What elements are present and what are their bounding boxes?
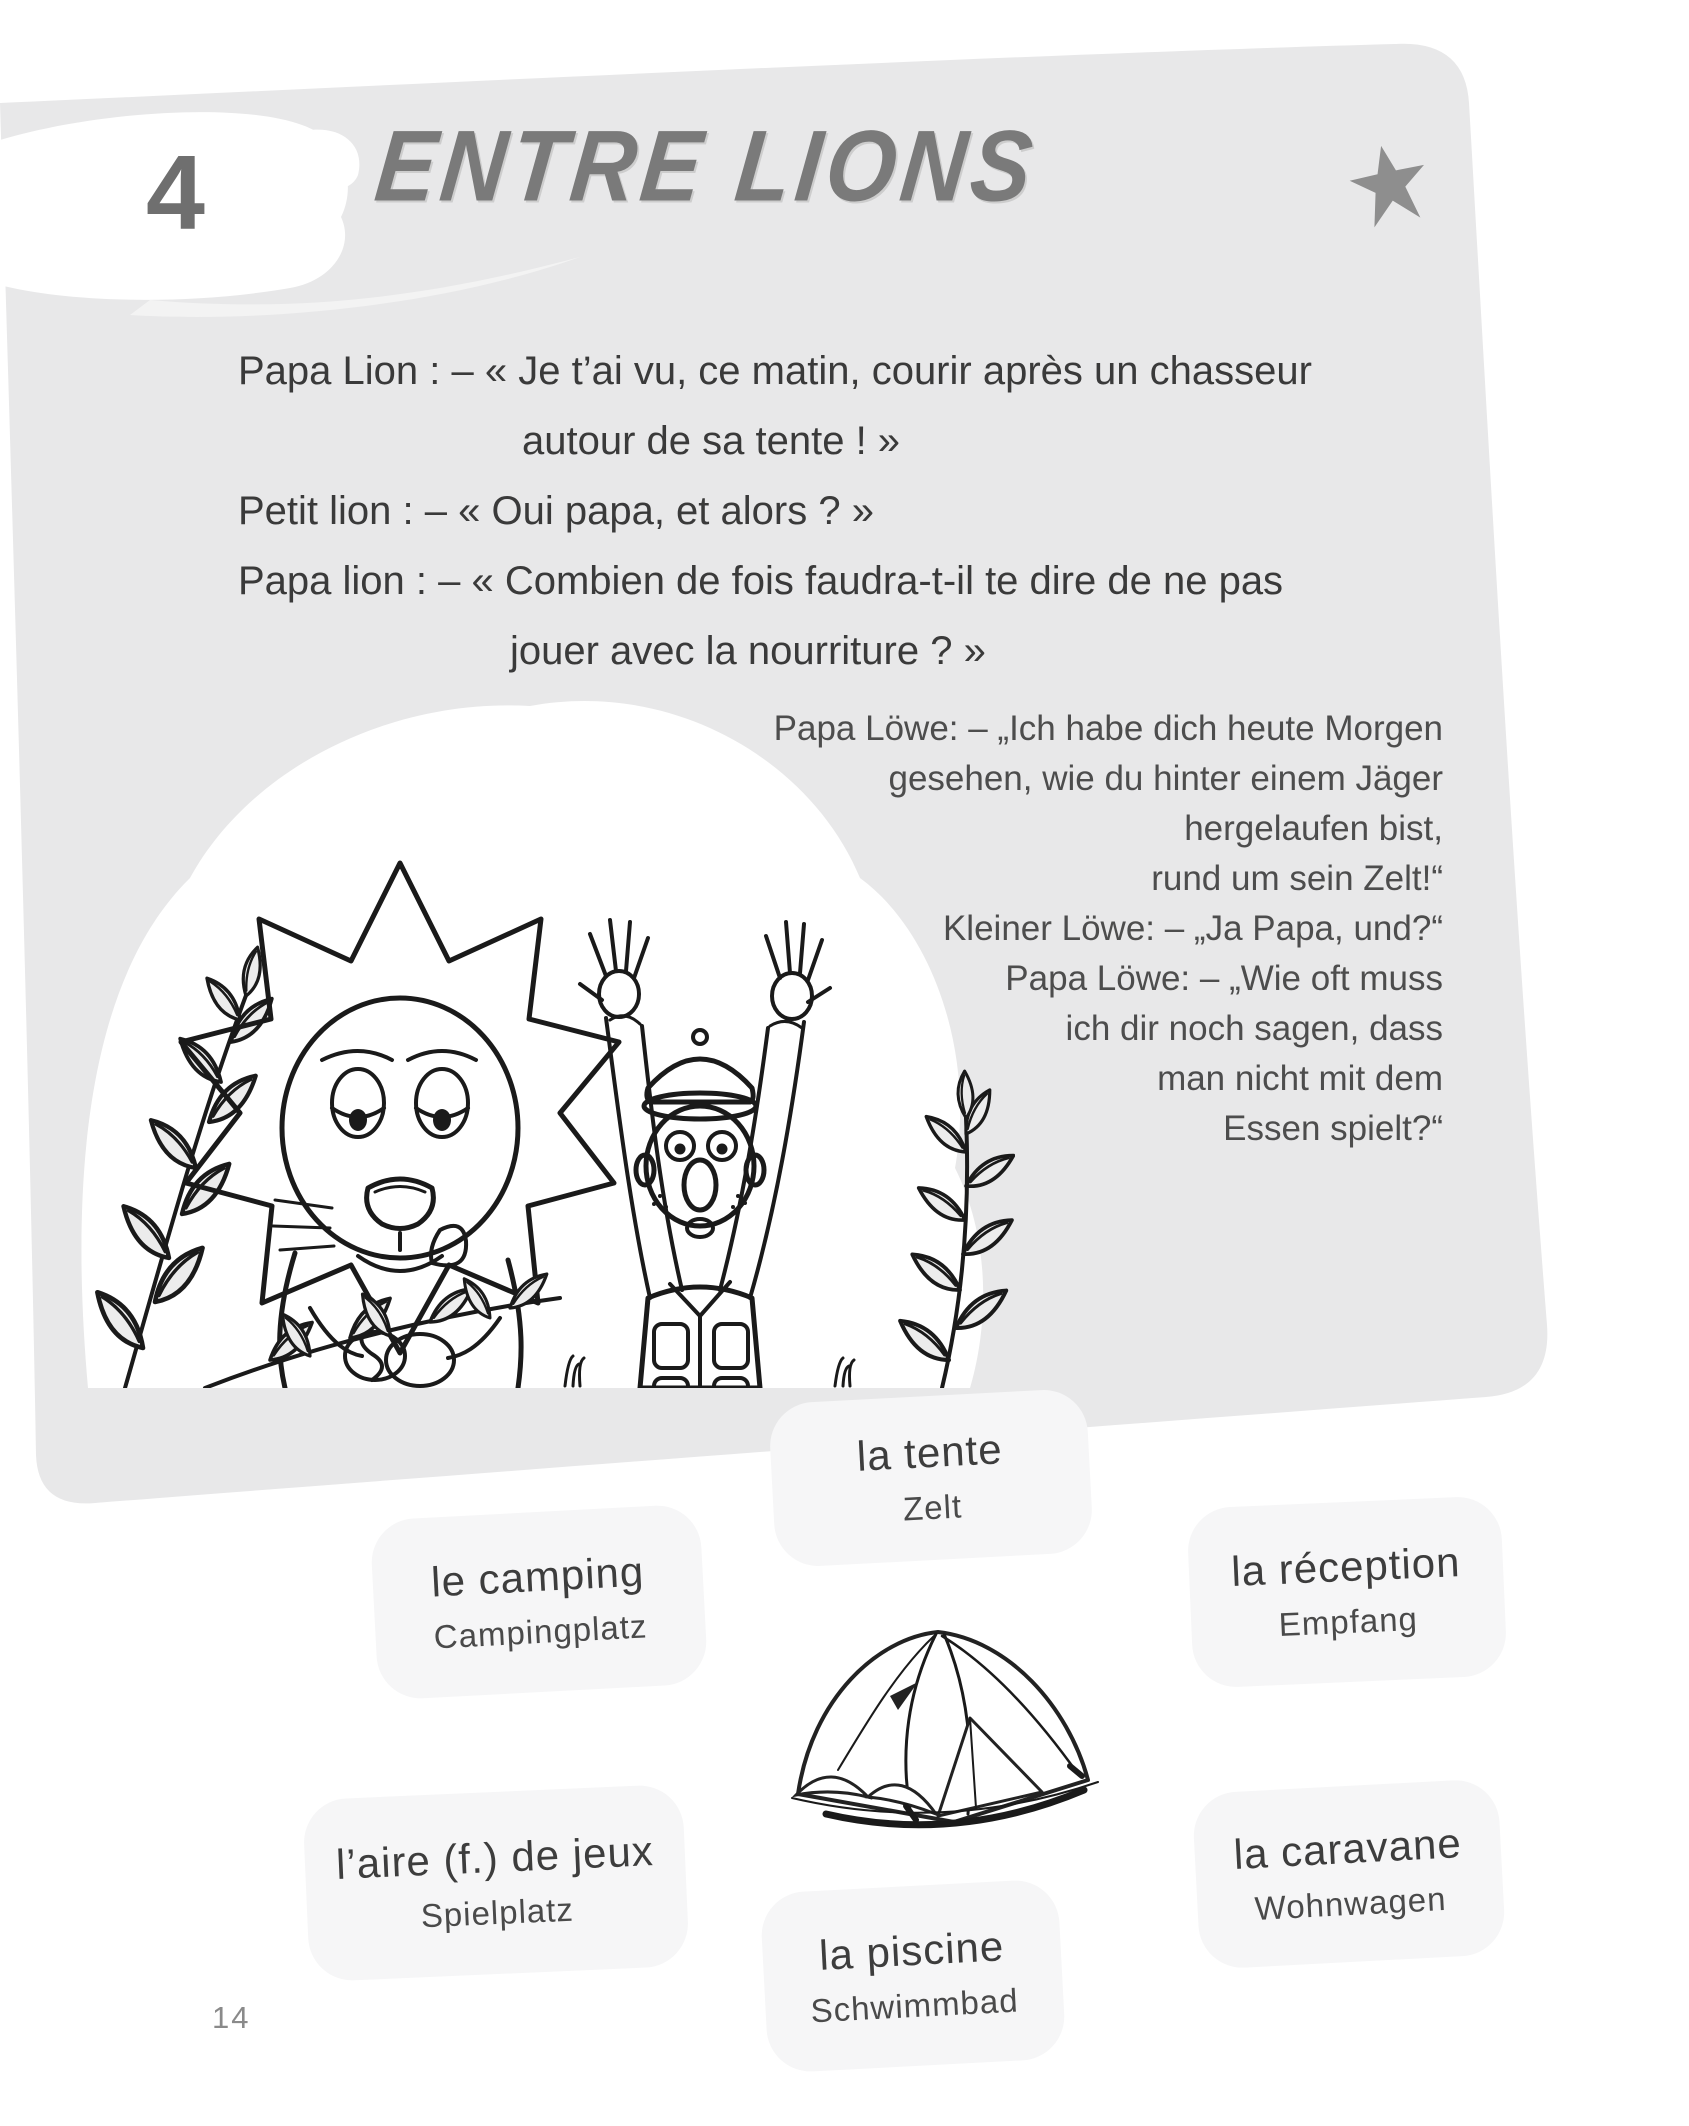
page-number: 14	[212, 2000, 251, 2035]
vocab-term-de: Zelt	[902, 1487, 963, 1528]
chapter-title: ENTRE LIONS	[370, 110, 1043, 223]
difficulty-rating	[1340, 134, 1437, 231]
dialogue-line: Papa Löwe: – „Ich habe dich heute Morgen	[773, 709, 1443, 748]
vocab-card-aire-de-jeux	[302, 1784, 690, 1982]
tent-illustration	[786, 1598, 1104, 1850]
dialogue-line: Papa Löwe: – „Wie oft muss	[1005, 959, 1443, 998]
vocab-term-de: Schwimmbad	[809, 1981, 1020, 2030]
french-dialogue	[238, 336, 1458, 686]
vocab-term-de: Empfang	[1277, 1599, 1419, 1643]
vocab-card-piscine	[759, 1878, 1066, 2073]
vocab-term-fr: la réception	[1230, 1538, 1462, 1595]
dialogue-line: Essen spielt?“	[1223, 1109, 1443, 1148]
vocab-term-de: Campingplatz	[432, 1607, 649, 1656]
vocab-term-fr: la caravane	[1232, 1819, 1463, 1878]
chapter-number: 4	[146, 134, 205, 252]
vocab-term-fr: la tente	[855, 1425, 1004, 1480]
star-icon	[1340, 134, 1437, 231]
vocab-card-tente	[768, 1388, 1094, 1568]
dialogue-line: gesehen, wie du hinter einem Jäger	[888, 759, 1443, 798]
vocab-term-de: Spielplatz	[420, 1890, 575, 1935]
vocab-term-fr: le camping	[430, 1547, 646, 1606]
dialogue-line: autour de sa tente ! »	[522, 419, 901, 463]
dialogue-line: Petit lion : – « Oui papa, et alors ? »	[238, 489, 874, 533]
dialogue-line: jouer avec la nourriture ? »	[510, 629, 986, 673]
vocab-term-de: Wohnwagen	[1253, 1879, 1448, 1927]
dialogue-line: Papa Lion : – « Je t’ai vu, ce matin, courir après un chasseur	[238, 349, 1312, 393]
lion-hunter-illustration	[70, 688, 1015, 1388]
dialogue-line: hergelaufen bist,	[1184, 809, 1443, 848]
vocab-card-caravane	[1192, 1778, 1507, 1970]
vocab-term-fr: la piscine	[817, 1922, 1006, 1979]
dialogue-line: man nicht mit dem	[1157, 1059, 1443, 1098]
dialogue-line: ich dir noch sagen, dass	[1065, 1009, 1443, 1048]
dialogue-line: Papa lion : – « Combien de fois faudra-t-il te dire de ne pas	[238, 559, 1284, 603]
vocab-card-camping	[370, 1503, 709, 1700]
vocab-card-reception	[1186, 1495, 1508, 1689]
vocab-term-fr: l’aire (f.) de jeux	[335, 1827, 655, 1888]
dialogue-line: Kleiner Löwe: – „Ja Papa, und?“	[942, 909, 1443, 948]
dialogue-line: rund um sein Zelt!“	[1151, 859, 1443, 898]
